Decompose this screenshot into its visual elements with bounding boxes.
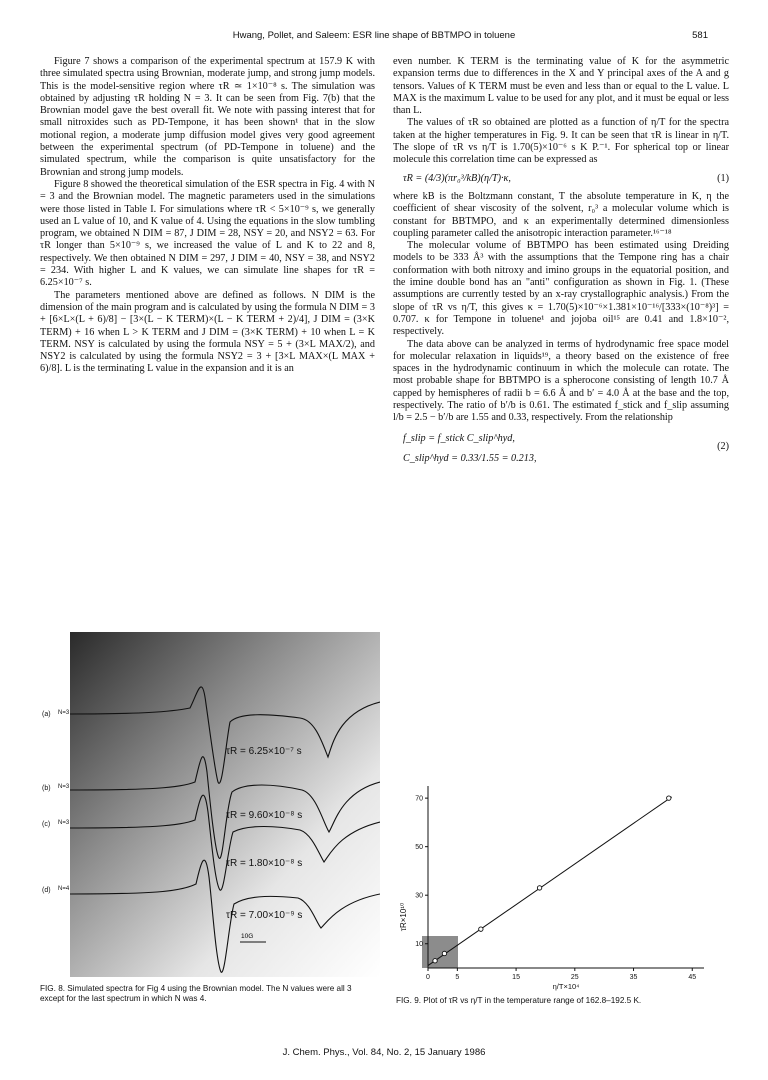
x-tick-label: 5	[455, 974, 460, 981]
x-tick-label: 0	[426, 974, 430, 981]
fig8-tag-c: (c)	[42, 821, 51, 828]
fig8-n-a: N=3	[58, 710, 70, 716]
equation-2-number: (2)	[717, 440, 729, 452]
fig8-tau-b: τR = 9.60×10⁻⁸ s	[226, 810, 303, 821]
y-tick-label: 30	[415, 892, 423, 900]
equation-1-body: τR = (4/3)(πr₀³/kB)(η/T)·κ,	[403, 172, 511, 184]
fig8-tau-d: τR = 7.00×10⁻⁹ s	[226, 910, 303, 921]
figure-9	[394, 778, 728, 992]
fig9-shading	[422, 936, 458, 968]
page-number: 581	[692, 30, 708, 41]
right-paragraph-4: The molecular volume of BBTMPO has been estimated using Dreiding models to be 333 Å³ with the assumptions that the Tempone ring has a chair conformation with both nitroxy and imino groups in the equatorial position, and the imine double bond has an "anti" configuration as shown in Fig. 1. (These assumptions are currently tested by an x-ray crystallographic analysis.) From the slope of τR vs η/T, this gives κ = 1.70(5)×10⁻⁶×1.381×10⁻¹⁶/[333×(10⁻⁸)³] = 0.707. κ for Tempone in toluene¹ and jojoba oil¹⁵ are 0.41 and 1.8×10⁻², respectively.	[393, 240, 729, 338]
y-tick-label: 70	[415, 795, 423, 803]
left-paragraph-1: Figure 7 shows a comparison of the experimental spectrum at 157.9 K with three simulated spectra using Brownian, moderate jump, and strong jump models. This is the model-sensitive region where τR ≃ 1×10⁻⁸ s. The simulation was obtained by adjusting τR holding N = 3. It can be seen from Fig. 7(b) that the Brownian model gave the best overall fit. We note with passing interest that for small nitroxides such as PD-Tempone, it has been shown¹ that in the slow motional region, a moderate jump diffusion model gives very good agreement between the experimental spectrum (of PD-Tempone in toluene) and the simulated spectrum, while the comparison is quite unsatisfactory for the Brownian and strong jump models.	[40, 56, 375, 178]
y-axis-label: τR×10¹⁰	[399, 902, 408, 932]
left-paragraph-2: Figure 8 showed the theoretical simulation of the ESR spectra in Fig. 4 with N = 3 and the Brownian model. The magnetic parameters used in the simulations were those listed in Table I. For simulations where τR < 5×10⁻⁹ s, we generally used an L value of 10, and K value of 4. Using the equations in the slow tumbling program, we obtained N DIM = 87, J DIM = 28, NSY = 20, and NSY2 = 63. For τR longer than 5×10⁻⁹ s, we increased the value of L and K to 22 and 8, respectively. We then obtained N DIM = 297, J DIM = 40, NSY = 38, and NSY2 = 234. With higher L and K values, we can simulate line shapes for τR = 6.25×10⁻⁷ s.	[40, 178, 375, 289]
right-paragraph-5: The data above can be analyzed in terms of hydrodynamic free space model for molecular relaxation in liquids¹⁹, a theory based on the existence of free spaces in the hydrodynamic continuum in which the molecule can rotate. The most probable shape for BBTMPO is a spherocone consisting of length 10.7 Å capped by hemispheres of radii b = 6.6 Å and b′ = 4.0 Å at the base and the top, respectively. The ratio of b′/b is 0.61. The estimated f_stick and f_slip assuming l/b = 2.5 − b′/b are 1.55 and 0.33, respectively. From the relationship	[393, 338, 729, 424]
fig8-scale-label: 10G	[241, 933, 254, 940]
equation-2	[393, 433, 729, 466]
fig8-tau-a: τR = 6.25×10⁻⁷ s	[226, 746, 302, 757]
fig8-n-c: N=3	[58, 820, 70, 826]
fig8-caption: FIG. 8. Simulated spectra for Fig 4 using the Brownian model. The N values were all 3 except for the last spectrum in which N was 4.	[40, 984, 352, 1003]
left-column	[40, 56, 375, 376]
x-tick-label: 25	[570, 974, 579, 981]
data-point	[479, 927, 483, 931]
fig8-tau-c: τR = 1.80×10⁻⁸ s	[226, 858, 303, 869]
equation-2b: C_slip^hyd = 0.33/1.55 = 0.213,	[403, 452, 537, 464]
fig8-n-b: N=3	[58, 784, 70, 790]
fig8-shading	[70, 632, 380, 977]
fig8-tag-b: (b)	[42, 785, 51, 792]
right-paragraph-1: even number. K TERM is the terminating value of K for the asymmetric expansion terms due to differences in the X and Y principal axes of the A and g tensors. Values of K TERM must be even and less than or equal to the L value. L MAX is the maximum L value to be used for any plot, and it must be equal or less than L.	[393, 56, 729, 117]
equation-2a: f_slip = f_stick C_slip^hyd,	[403, 432, 515, 444]
right-column	[393, 56, 729, 471]
right-paragraph-3: where kB is the Boltzmann constant, T the absolute temperature in K, η the coefficient of shear viscosity of the solvent, r₀³ a molecular volume which is constant for BBTMPO, and κ an experimentally determined dimensionless coupling parameter called the anisotropic interaction parameter.¹⁶⁻¹⁸	[393, 190, 729, 239]
x-tick-label: 15	[512, 974, 520, 981]
x-tick-label: 35	[629, 974, 638, 981]
figure-8	[40, 632, 380, 980]
x-tick-label: 45	[688, 974, 697, 981]
equation-1-number: (1)	[717, 172, 729, 184]
data-point	[537, 886, 541, 890]
y-tick-label: 10	[415, 941, 423, 949]
equation-1	[393, 173, 729, 185]
fig9-caption: FIG. 9. Plot of τR vs η/T in the temperature range of 162.8–192.5 K.	[396, 996, 642, 1005]
fig8-n-d: N=4	[58, 886, 70, 892]
data-point	[433, 959, 437, 963]
left-paragraph-3: The parameters mentioned above are defined as follows. N DIM is the dimension of the main program and is calculated by using the formula N DIM = 3 + [6×L×(L + 6)/8] − [3×(L − K TERM)×(L − K TERM + 2)/4], J DIM = (3×K TERM) + 16 when L > K TERM and J DIM = (3×K TERM) + 10 when L = K TERM. NSY is calculated by using the formula NSY = 5 + (3×L MAX/2), and NSY2 is calculated by using the formula NSY2 = 3 + [3×L MAX×(L MAX + 6)/8]. L is the terminating L value in the expansion and it is an	[40, 289, 375, 375]
right-paragraph-2: The values of τR so obtained are plotted as a function of η/T for the spectra taken at the higher temperatures in Fig. 9. It can be seen that τR is linear in η/T. The slope of τR vs η/T is 1.70(5)×10⁻⁶ s K P.⁻¹. For spherical top or linear molecule this correlation time can be expressed as	[393, 117, 729, 166]
data-point	[442, 951, 446, 955]
fig8-tag-a: (a)	[42, 711, 51, 718]
fit-line	[428, 797, 672, 966]
header-title: Hwang, Pollet, and Saleem: ESR line shape of BBTMPO in toluene	[232, 30, 516, 41]
x-axis-label: η/T×10⁴	[552, 982, 580, 991]
fig8-tag-d: (d)	[42, 887, 51, 894]
footer-citation: J. Chem. Phys., Vol. 84, No. 2, 15 January 1986	[282, 1047, 486, 1058]
data-point	[667, 796, 671, 800]
y-tick-label: 50	[415, 844, 423, 852]
